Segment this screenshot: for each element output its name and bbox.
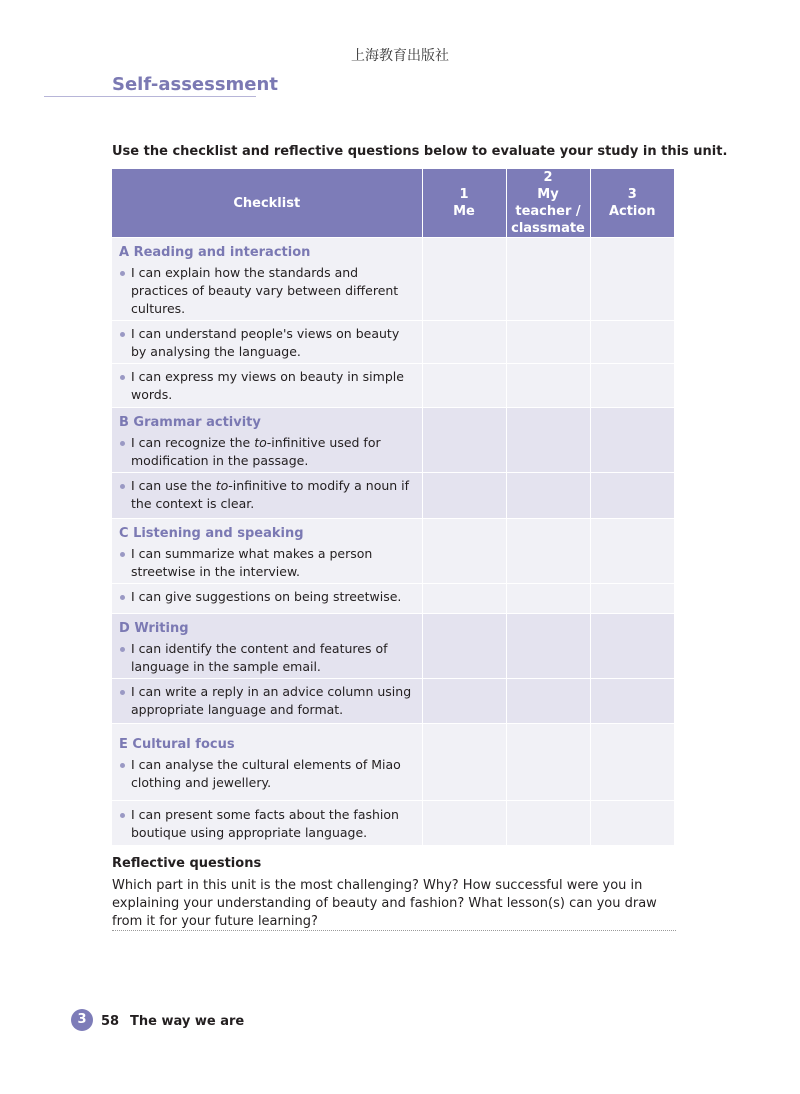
action-cell[interactable] — [590, 473, 674, 519]
header-teacher-number: 2 — [543, 170, 553, 185]
teacher-cell[interactable] — [506, 519, 590, 584]
section-writing — [112, 614, 674, 724]
checklist-cell — [112, 321, 422, 364]
me-cell[interactable] — [422, 801, 506, 845]
action-cell[interactable] — [590, 614, 674, 679]
bullet-icon — [120, 332, 125, 337]
bullet-icon — [120, 552, 125, 557]
checklist-item: I can give suggestions on being streetwise. — [131, 589, 402, 604]
header-me-number: 1 — [459, 187, 469, 202]
header-me-label: Me — [453, 204, 475, 219]
bullet-icon — [120, 647, 125, 652]
answer-line[interactable] — [112, 930, 676, 931]
checklist-table — [112, 169, 674, 845]
checklist-item: I can present some facts about the fashion boutique using appropriate language. — [131, 807, 399, 840]
action-cell[interactable] — [590, 519, 674, 584]
action-cell[interactable] — [590, 724, 674, 801]
table-row — [112, 584, 674, 614]
checklist-cell — [112, 519, 422, 584]
checklist-cell — [112, 679, 422, 724]
me-cell[interactable] — [422, 584, 506, 614]
bullet-icon — [120, 375, 125, 380]
action-cell[interactable] — [590, 801, 674, 845]
table-row — [112, 321, 674, 364]
bullet-icon — [120, 484, 125, 489]
action-cell[interactable] — [590, 584, 674, 614]
page-number: 58 — [101, 1014, 120, 1029]
table-row — [112, 473, 674, 519]
table-row — [112, 408, 674, 473]
action-cell[interactable] — [590, 364, 674, 408]
checklist-item: I can express my views on beauty in simple words. — [131, 369, 404, 402]
section-heading: A Reading and interaction — [119, 245, 311, 260]
action-cell[interactable] — [590, 238, 674, 321]
teacher-cell[interactable] — [506, 724, 590, 801]
checklist-item: I can summarize what makes a person streetwise in the interview. — [131, 546, 373, 579]
action-cell[interactable] — [590, 408, 674, 473]
checklist-item: I can use the to-infinitive to modify a noun if the context is clear. — [131, 478, 410, 511]
me-cell[interactable] — [422, 679, 506, 724]
me-cell[interactable] — [422, 614, 506, 679]
table-row — [112, 801, 674, 845]
me-cell[interactable] — [422, 519, 506, 584]
teacher-cell[interactable] — [506, 584, 590, 614]
table-header-row — [112, 169, 674, 238]
section-heading: B Grammar activity — [119, 415, 261, 430]
checklist-cell — [112, 408, 422, 473]
header-action — [590, 169, 674, 238]
checklist-item: I can identify the content and features of language in the sample email. — [131, 641, 388, 674]
bullet-icon — [120, 271, 125, 276]
action-cell[interactable] — [590, 679, 674, 724]
unit-title: The way we are — [130, 1014, 245, 1029]
teacher-cell[interactable] — [506, 679, 590, 724]
bullet-icon — [120, 813, 125, 818]
table-row — [112, 679, 674, 724]
section-title: Self-assessment — [112, 74, 278, 95]
teacher-cell[interactable] — [506, 801, 590, 845]
header-me — [422, 169, 506, 238]
teacher-cell[interactable] — [506, 238, 590, 321]
table-row — [112, 724, 674, 801]
publisher-name: 上海教育出版社 — [351, 48, 449, 64]
header-action-label: Action — [608, 204, 656, 219]
section-listening — [112, 519, 674, 614]
checklist-cell — [112, 584, 422, 614]
table-row — [112, 238, 674, 321]
checklist-cell — [112, 614, 422, 679]
section-cultural — [112, 724, 674, 845]
intro-text: Use the checklist and reflective questions below to evaluate your study in this unit. — [112, 144, 728, 159]
section-heading: E Cultural focus — [119, 737, 235, 752]
table-row — [112, 519, 674, 584]
teacher-cell[interactable] — [506, 364, 590, 408]
me-cell[interactable] — [422, 364, 506, 408]
bullet-icon — [120, 690, 125, 695]
checklist-cell — [112, 238, 422, 321]
checklist-item: I can recognize the to-infinitive used for modification in the passage. — [131, 435, 381, 468]
me-cell[interactable] — [422, 724, 506, 801]
action-cell[interactable] — [590, 321, 674, 364]
header-action-number: 3 — [627, 187, 637, 202]
teacher-cell[interactable] — [506, 321, 590, 364]
checklist-item: I can write a reply in an advice column using appropriate language and format. — [131, 684, 412, 717]
checklist-item: I can analyse the cultural elements of Miao clothing and jewellery. — [131, 757, 401, 790]
header-teacher-label: My teacher / classmate — [511, 187, 585, 236]
checklist-cell — [112, 364, 422, 408]
me-cell[interactable] — [422, 321, 506, 364]
reflective-questions-text: Which part in this unit is the most challenging? Why? How successful were you in explaining your understanding of beauty and fashion? What lesson(s) can you draw from it for your future learning? — [112, 878, 657, 929]
checklist-cell — [112, 473, 422, 519]
table-row — [112, 614, 674, 679]
header-teacher — [506, 169, 590, 238]
section-heading: D Writing — [119, 621, 189, 636]
table-row — [112, 364, 674, 408]
checklist-cell — [112, 801, 422, 845]
reflective-questions-title: Reflective questions — [112, 856, 262, 871]
teacher-cell[interactable] — [506, 473, 590, 519]
teacher-cell[interactable] — [506, 408, 590, 473]
bullet-icon — [120, 595, 125, 600]
section-heading: C Listening and speaking — [119, 526, 304, 541]
bullet-icon — [120, 441, 125, 446]
me-cell[interactable] — [422, 408, 506, 473]
section-grammar — [112, 408, 674, 519]
teacher-cell[interactable] — [506, 614, 590, 679]
me-cell[interactable] — [422, 238, 506, 321]
title-underline — [44, 96, 256, 97]
me-cell[interactable] — [422, 473, 506, 519]
unit-number-badge: 3 — [71, 1009, 93, 1031]
header-checklist: Checklist — [112, 169, 422, 238]
checklist-item: I can explain how the standards and practices of beauty vary between different cultures. — [131, 265, 399, 316]
section-reading — [112, 238, 674, 408]
checklist-item: I can understand people's views on beauty by analysing the language. — [131, 326, 400, 359]
bullet-icon — [120, 763, 125, 768]
checklist-cell — [112, 724, 422, 801]
